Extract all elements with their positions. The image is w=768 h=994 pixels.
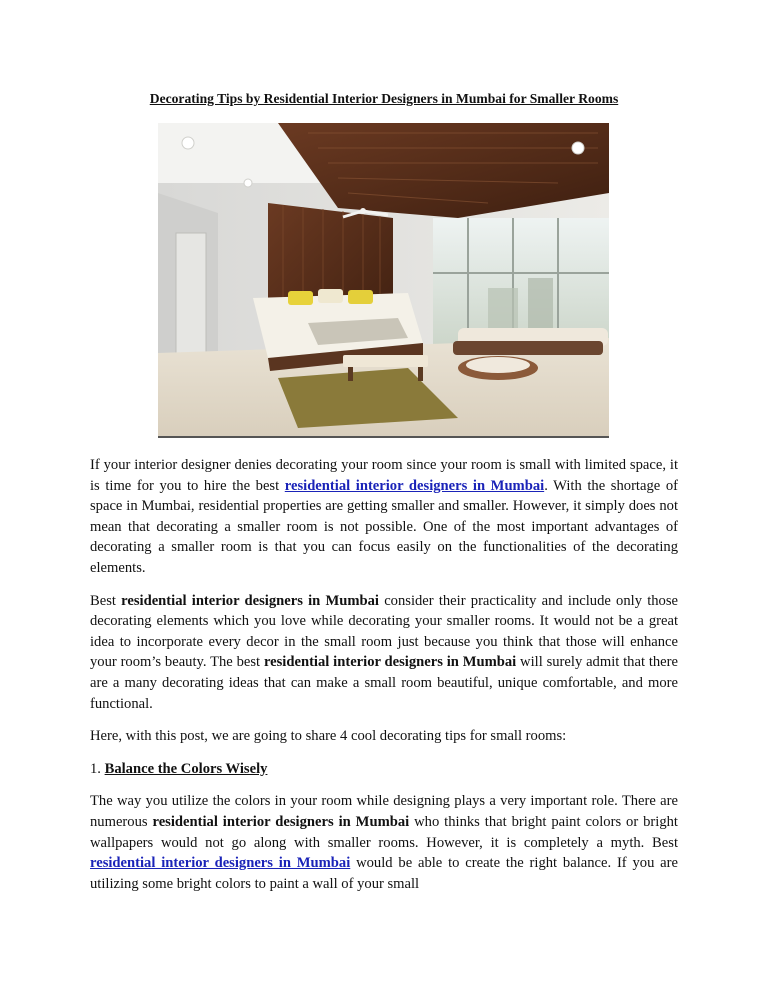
paragraph-text: will surely admit that there are a many decorating ideas that can make a small room beautiful, unique comfortable, and more functional. — [90, 654, 678, 712]
residential-designers-link[interactable]: residential interior designers in Mumbai — [90, 855, 351, 872]
paragraph-text: who thinks that bright paint colors or bright wallpapers would not go along with smaller rooms. However, it is completely a myth. Best — [90, 813, 678, 851]
section-heading — [90, 759, 678, 780]
bold-keyword: residential interior designers in Mumbai — [152, 813, 410, 830]
paragraph-tips-intro: Here, with this post, we are going to share 4 cool decorating tips for small rooms: — [90, 728, 567, 745]
paragraph-text: If your interior designer denies decorating your room since your room is small with limited space, it is time for you to hire the best — [90, 457, 678, 494]
paragraph-intro — [90, 455, 678, 579]
section-heading-text: Balance the Colors Wisely — [104, 760, 268, 777]
section-number: 1. — [90, 760, 105, 777]
paragraph-text: consider their practicality and include only those decorating elements which you love while decorating your smaller rooms. It would not be a great idea to incorporate every decor in the small room just because you think that those will enhance your room’s beauty. The best — [90, 592, 679, 671]
article-body — [90, 455, 678, 906]
bedroom-photo — [158, 123, 609, 438]
paragraph-text: Best — [90, 592, 122, 609]
residential-designers-link[interactable]: residential interior designers in Mumbai — [284, 477, 545, 494]
paragraph-text: would be able to create the right balance. If you are utilizing some bright colors to paint a wall of your small — [90, 855, 678, 892]
paragraph-text: The way you utilize the colors in your room while designing plays a very important role. There are numerous — [90, 793, 678, 830]
paragraph-text: . With the shortage of space in Mumbai, residential properties are getting smaller and smaller. However, it simply does not mean that decorating a smaller room is not possible. One of the most important advantages of decorating a smaller room is that you can focus easily on the functionalities of the decorating elements. — [90, 477, 678, 576]
paragraph-colors — [90, 791, 678, 894]
paragraph-practicality — [90, 591, 678, 715]
bold-keyword: residential interior designers in Mumbai — [121, 592, 379, 609]
bold-keyword: residential interior designers in Mumbai — [263, 654, 517, 671]
bedroom-illustration — [158, 123, 609, 436]
page-title: Decorating Tips by Residential Interior Designers in Mumbai for Smaller Rooms — [149, 91, 619, 106]
